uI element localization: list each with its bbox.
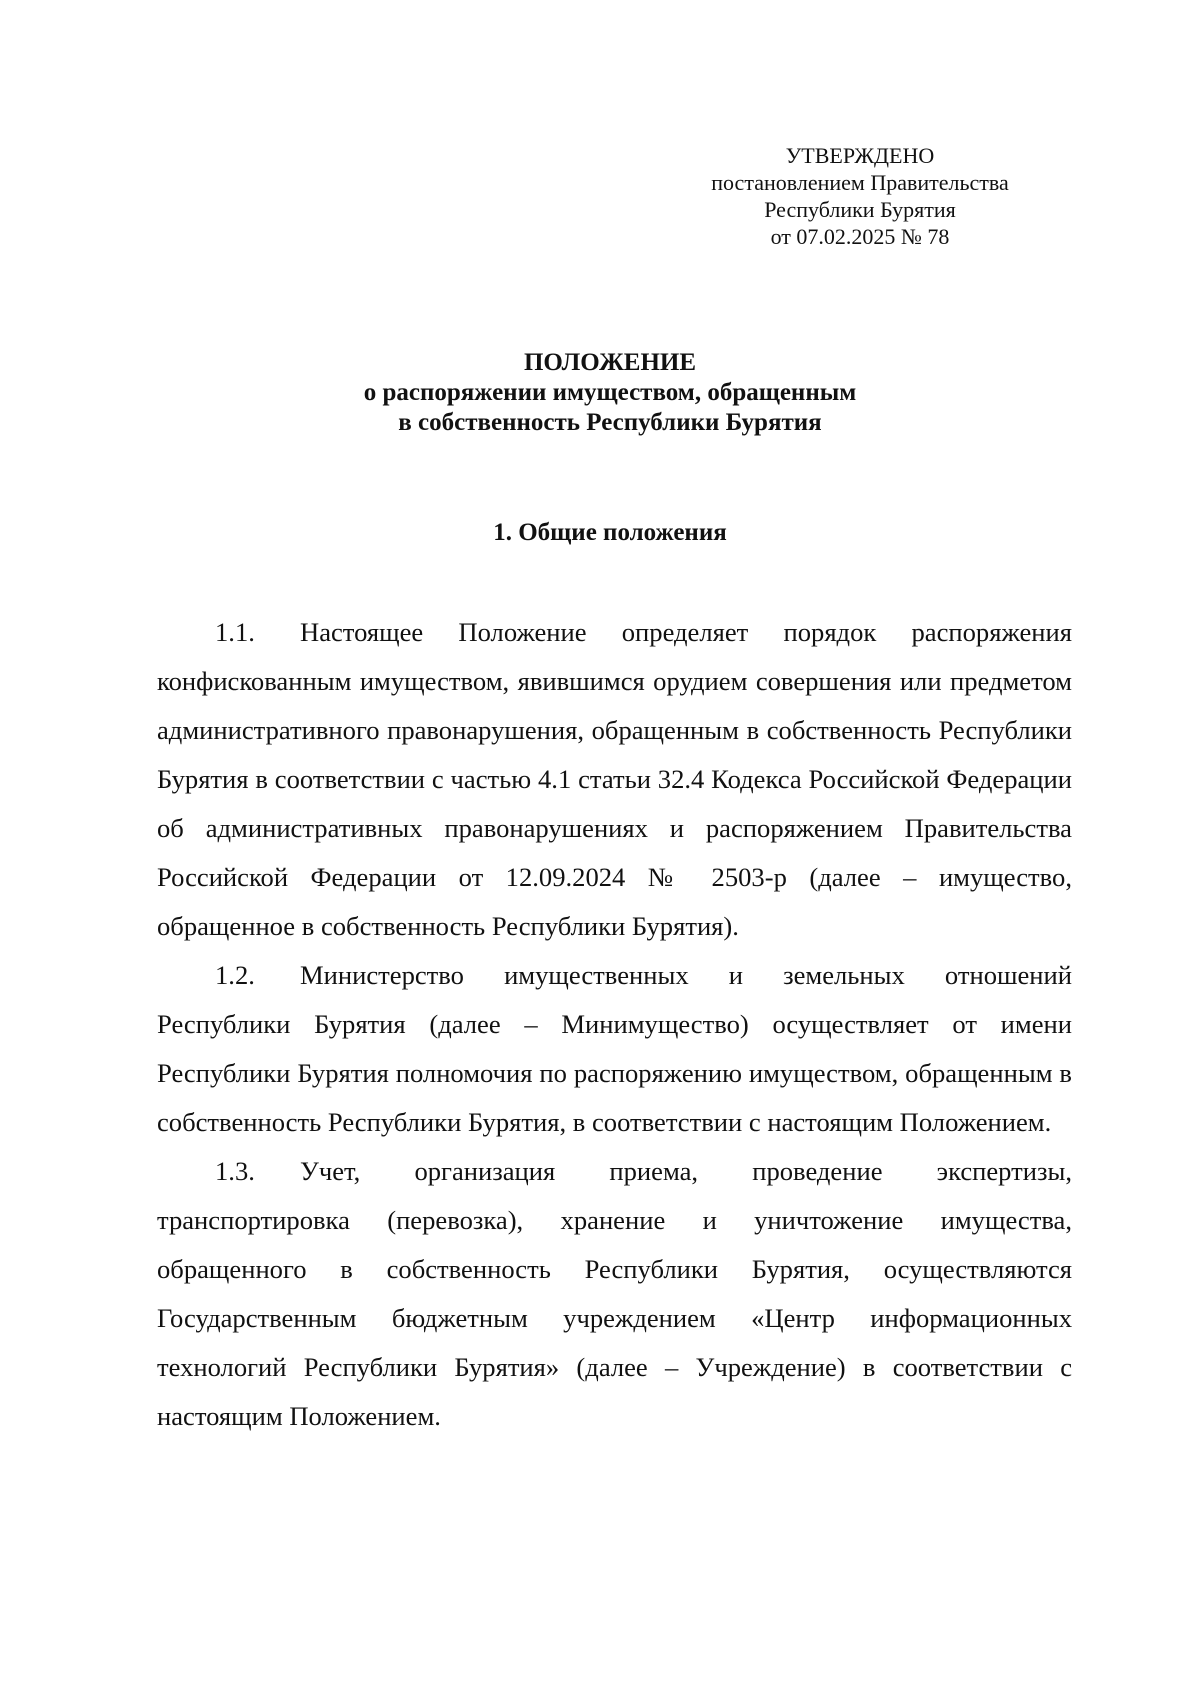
document-body <box>157 608 1072 1441</box>
paragraph-number: 1.1. <box>215 617 255 647</box>
approval-line-1: постановлением Правительства <box>711 170 1009 195</box>
section-heading: 1. Общие положения <box>493 519 727 546</box>
paragraph-1-3 <box>157 1147 1072 1441</box>
paragraph-number: 1.2. <box>215 960 255 990</box>
paragraph-text: Министерство имущественных и земельных отношений Республики Бурятия (далее – Минимущество) осуществляет от имени Республики Бурятия полномочия по распоряжению имуществом, обращенным в собственность Республики Бурятия, в соответствии с настоящим Положением. <box>157 960 1072 1137</box>
paragraph-1-2 <box>157 951 1072 1147</box>
paragraph-1-1 <box>157 608 1072 951</box>
approval-stamp-block <box>700 142 1020 250</box>
paragraph-text: Настоящее Положение определяет порядок распоряжения конфискованным имуществом, явившимся орудием совершения или предметом административного правонарушения, обращенным в собственность Республики Бурятия в соответствии с частью 4.1 статьи 32.4 Кодекса Российской Федерации об административных правонарушениях и распоряжением Правительства Российской Федерации от 12.09.2024 № 2503-р (далее – имущество, обращенное в собственность Республики Бурятия). <box>157 617 1072 941</box>
approval-line-2: Республики Бурятия <box>764 197 956 222</box>
paragraph-number: 1.3. <box>215 1156 255 1186</box>
title-main: ПОЛОЖЕНИЕ <box>523 349 697 376</box>
title-subtitle-line-2: в собственность Республики Бурятия <box>398 409 822 436</box>
paragraph-text: Учет, организация приема, проведение экспертизы, транспортировка (перевозка), хранение и уничтожение имущества, обращенного в собственность Республики Бурятия, осуществляются Государственным бюджетным учреждением «Центр информационных технологий Республики Бурятия» (далее – Учреждение) в соответствии с настоящим Положением. <box>157 1156 1072 1431</box>
title-subtitle-line-1: о распоряжении имуществом, обращенным <box>363 379 857 406</box>
approval-status: УТВЕРЖДЕНО <box>785 143 935 168</box>
document-title <box>200 348 1020 438</box>
approval-line-3: от 07.02.2025 № 78 <box>770 224 950 249</box>
